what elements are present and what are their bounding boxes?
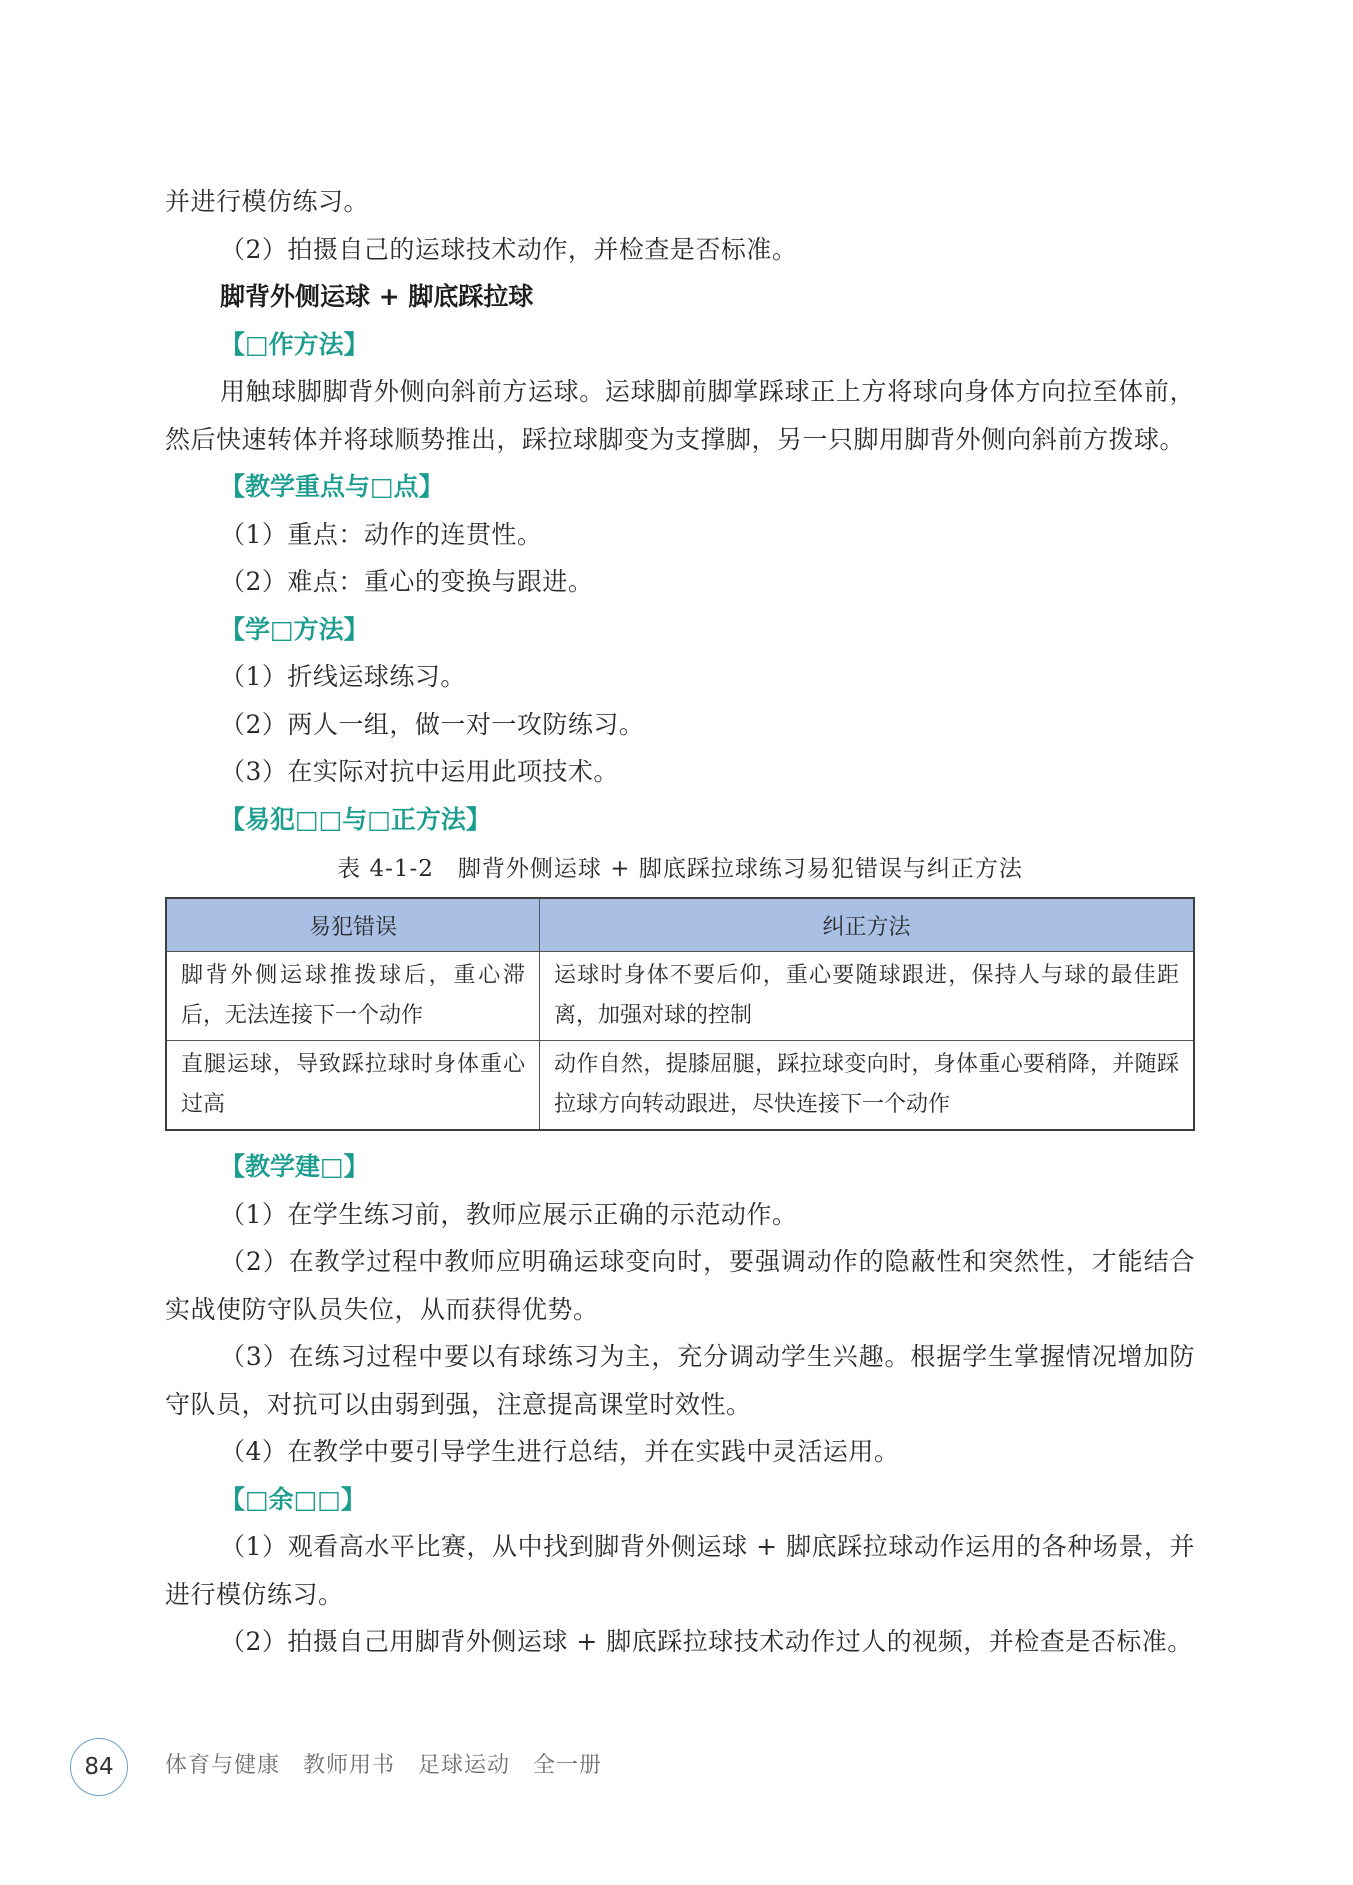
extra-item: （1）观看高水平比赛，从中找到脚背外侧运球 + 脚底踩拉球动作运用的各种场景，并进行模仿练习。 bbox=[165, 1532, 1195, 1609]
table-cell-error: 直腿运球，导致踩拉球时身体重心过高 bbox=[166, 1041, 540, 1131]
suggestion-item: （1）在学生练习前，教师应展示正确的示范动作。 bbox=[220, 1199, 798, 1229]
errors-table bbox=[165, 897, 1195, 1131]
practice-item: （2）两人一组，做一对一攻防练习。 bbox=[220, 709, 645, 739]
table-header-cell: 纠正方法 bbox=[540, 898, 1195, 952]
keypoints-heading: 【教学重点与□点】 bbox=[220, 472, 444, 501]
intro-line-1: 并进行模仿练习。 bbox=[165, 187, 370, 216]
errors-heading: 【易犯□□与□正方法】 bbox=[220, 804, 491, 834]
suggestion-item: （2）在教学过程中教师应明确运球变向时，要强调动作的隐蔽性和突然性，才能结合实战使防守队员失位，从而获得优势。 bbox=[165, 1247, 1195, 1324]
table-cell-correction: 动作自然，提膝屈腿，踩拉球变向时，身体重心要稍降，并随踩拉球方向转动跟进，尽快连接下一个动作 bbox=[540, 1041, 1195, 1131]
section-title: 脚背外侧运球 + 脚底踩拉球 bbox=[220, 282, 534, 311]
keypoint-item: （1）重点：动作的连贯性。 bbox=[220, 519, 543, 549]
practice-item: （1）折线运球练习。 bbox=[220, 662, 466, 691]
extra-heading: 【□余□□】 bbox=[220, 1484, 366, 1514]
table-cell-correction: 运球时身体不要后仰，重心要随球跟进，保持人与球的最佳距离，加强对球的控制 bbox=[540, 952, 1195, 1041]
practice-item: （3）在实际对抗中运用此项技术。 bbox=[220, 757, 619, 786]
keypoint-item: （2）难点：重心的变换与跟进。 bbox=[220, 567, 594, 596]
suggestions-heading: 【教学建□】 bbox=[220, 1152, 369, 1181]
table-row bbox=[166, 1041, 1194, 1131]
table-caption: 表 4-1-2 脚背外侧运球 + 脚底踩拉球练习易犯错误与纠正方法 bbox=[337, 856, 1023, 882]
page-content bbox=[165, 178, 1195, 1666]
table-cell-error: 脚背外侧运球推拨球后，重心滞后，无法连接下一个动作 bbox=[166, 952, 540, 1041]
table-header-row bbox=[166, 898, 1194, 952]
method-text: 用触球脚脚背外侧向斜前方运球。运球脚前脚掌踩球正上方将球向身体方向拉至体前，然后快速转体并将球顺势推出，踩拉球脚变为支撑脚，另一只脚用脚背外侧向斜前方拨球。 bbox=[165, 377, 1195, 454]
suggestion-item: （3）在练习过程中要以有球练习为主，充分调动学生兴趣。根据学生掌握情况增加防守队员，对抗可以由弱到强，注意提高课堂时效性。 bbox=[165, 1342, 1195, 1419]
table-row bbox=[166, 952, 1194, 1041]
method-heading: 【□作方法】 bbox=[220, 329, 369, 359]
intro-line-2: （2）拍摄自己的运球技术动作，并检查是否标准。 bbox=[220, 234, 798, 264]
page-number: 84 bbox=[70, 1738, 128, 1796]
extra-item: （2）拍摄自己用脚背外侧运球 + 脚底踩拉球技术动作过人的视频，并检查是否标准。 bbox=[220, 1627, 1193, 1656]
suggestion-item: （4）在教学中要引导学生进行总结，并在实践中灵活运用。 bbox=[220, 1437, 900, 1466]
book-title: 体育与健康 教师用书 足球运动 全一册 bbox=[165, 1753, 603, 1778]
practice-heading: 【学□方法】 bbox=[220, 614, 369, 644]
table-header-cell: 易犯错误 bbox=[166, 898, 540, 952]
